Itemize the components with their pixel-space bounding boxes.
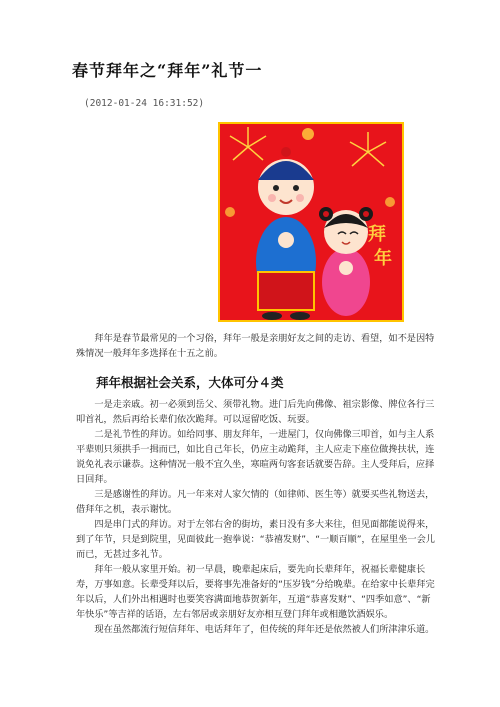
paragraph: 现在虽然都流行短信拜年、电话拜年了，但传统的拜年还是依然被人们所津津乐道。 (94, 624, 435, 635)
article-title: 春节拜年之“拜年”礼节一 (72, 61, 263, 80)
post-date: (2012-01-24 16:31:52) (84, 98, 205, 109)
article-body (76, 397, 438, 637)
section-heading: 拜年根据社会关系，大体可分４类 (96, 375, 284, 390)
svg-text:年: 年 (374, 248, 392, 269)
paragraph: 二是礼节性的拜访。如给同事、朋友拜年，一进屋门，仅向佛像三叩首，如与主人系平辈则只须拱手一揖而已，如比自己年长，仍应主动跪拜，主人应走下座位做搀扶状，连说免礼表示谦恭。这种情况一般不宜久坐，寒暄两句客套话就要告辞。主人受拜后，应择日回拜。 (76, 429, 435, 485)
paragraph: 四是串门式的拜访。对于左邻右舍的街坊，素日没有多大来往，但见面都能说得来，到了年节，只是到院里，见面彼此一抱拳说：“恭禧发财”、“一顺百顺”，在屋里坐一会儿而已，无甚过多礼节。 (76, 519, 435, 560)
intro-paragraph: 拜年是春节最常见的一个习俗，拜年一般是亲朋好友之间的走访、看望，如不是因特殊情况一般拜年多选择在十五之前。 (76, 333, 435, 359)
paragraph: 三是感谢性的拜访。凡一年来对人家欠情的（如律师、医生等）就要买些礼物送去，借拜年之机，表示谢忱。 (76, 489, 435, 515)
svg-text:拜: 拜 (368, 224, 386, 245)
paragraph: 一是走亲戚。初一必须到岳父、须带礼物。进门后先向佛像、祖宗影像、牌位各行三叩首礼，然后再给长辈们依次跪拜。可以逗留吃饭、玩耍。 (76, 399, 435, 425)
paragraph: 拜年一般从家里开始。初一早晨，晚辈起床后，要先向长辈拜年，祝福长辈健康长寿，万事如意。长辈受拜以后，要将事先准备好的“压岁钱”分给晚辈。在给家中长辈拜完年以后，人们外出相遇时也要笑容满面地恭贺新年，互道“恭喜发财”、“四季如意”、“新年快乐”等吉祥的话语，左右邻居或亲朋好友亦相互登门拜年或相邀饮酒娱乐。 (76, 564, 435, 620)
new-year-illustration (218, 122, 404, 322)
